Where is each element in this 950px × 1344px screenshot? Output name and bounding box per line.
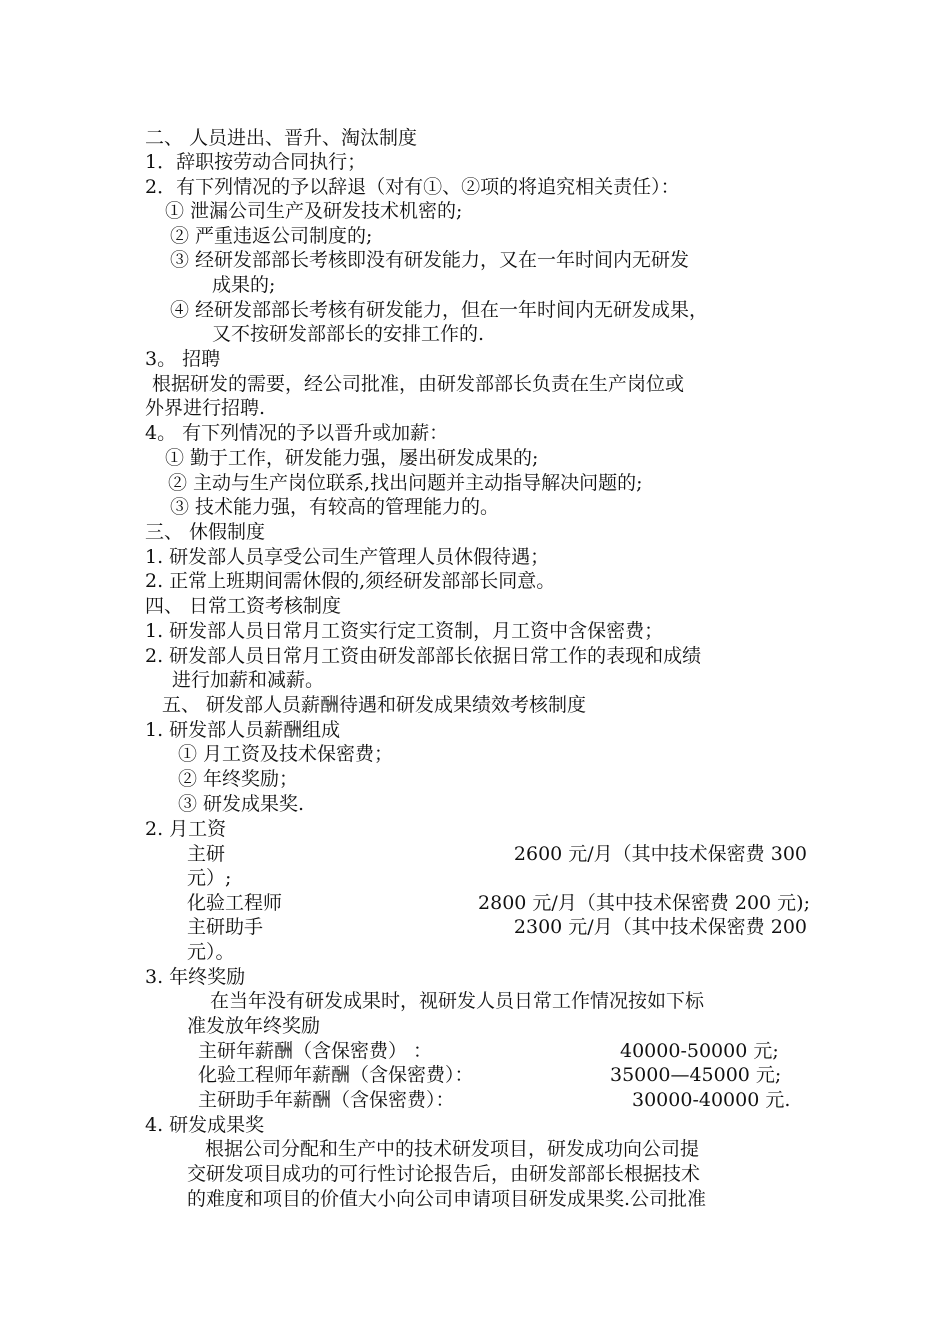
bonus-amount: 35000—45000 元; <box>610 1064 782 1086</box>
sec4-item-2-line1: 2. 研发部人员日常月工资由研发部部长依据日常工作的表现和成绩 <box>145 645 702 667</box>
sec2-item-2: 2．有下列情况的予以辞退（对有①、②项的将追究相关责任）： <box>145 176 680 198</box>
sec3-item-1: 1. 研发部人员享受公司生产管理人员休假待遇； <box>145 546 550 568</box>
section-3-heading: 三、 休假制度 <box>145 521 266 543</box>
salary-role: 化验工程师 <box>187 892 283 914</box>
sec2-sub-1: ① 泄漏公司生产及研发技术机密的; <box>165 200 463 222</box>
sec2-sub-4-line1: ④ 经研发部部长考核有研发能力，但在一年时间内无研发成果， <box>170 299 709 321</box>
sec5-item-3-para-line2: 准发放年终奖励 <box>187 1015 321 1037</box>
sec5-item-1-sub-1: ① 月工资及技术保密费； <box>178 743 394 765</box>
sec2-sub-4-line2: 又不按研发部部长的安排工作的. <box>212 323 485 345</box>
section-5-heading: 五、 研发部人员薪酬待遇和研发成果绩效考核制度 <box>162 694 587 716</box>
sec5-item-1: 1. 研发部人员薪酬组成 <box>145 719 341 741</box>
sec5-item-1-sub-2: ② 年终奖励； <box>178 768 299 790</box>
salary-amount: 2600 元/月（其中技术保密费 300 <box>513 843 807 865</box>
sec2-item-4-sub-3: ③ 技术能力强，有较高的管理能力的。 <box>170 496 500 518</box>
sec5-item-3-para-line1: 在当年没有研发成果时，视研发人员日常工作情况按如下标 <box>210 990 705 1012</box>
bonus-role: 主研助手年薪酬（含保密费）： <box>198 1089 455 1111</box>
sec2-item-3-para-line2: 外界进行招聘. <box>145 397 266 419</box>
salary-amount: 2800 元/月（其中技术保密费 200 元); <box>478 892 810 914</box>
sec2-item-3-para-line1: 根据研发的需要，经公司批准，由研发部部长负责在生产岗位或 <box>152 373 685 395</box>
sec5-item-4-para-line1: 根据公司分配和生产中的技术研发项目，研发成功向公司提 <box>205 1138 700 1160</box>
sec5-item-2: 2. 月工资 <box>145 818 227 840</box>
sec2-sub-2: ② 严重违返公司制度的; <box>170 225 373 247</box>
bonus-role: 化验工程师年薪酬（含保密费）： <box>198 1064 474 1086</box>
sec2-item-4: 4。 有下列情况的予以晋升或加薪： <box>145 422 449 444</box>
sec4-item-2-line2: 进行加薪和减薪。 <box>172 669 325 691</box>
sec2-item-4-sub-1: ① 勤于工作，研发能力强，屡出研发成果的; <box>165 447 539 469</box>
sec4-item-1: 1. 研发部人员日常月工资实行定工资制，月工资中含保密费； <box>145 620 664 642</box>
sec2-sub-3-line2: 成果的; <box>212 274 276 296</box>
sec2-sub-3-line1: ③ 经研发部部长考核即没有研发能力，又在一年时间内无研发 <box>170 249 690 271</box>
bonus-amount: 40000-50000 元; <box>620 1040 779 1062</box>
section-4-heading: 四、 日常工资考核制度 <box>145 595 342 617</box>
sec5-item-4-para-line2: 交研发项目成功的可行性讨论报告后，由研发部部长根据技术 <box>187 1163 701 1185</box>
salary-role: 主研 <box>187 843 226 865</box>
sec5-item-1-sub-3: ③ 研发成果奖. <box>178 793 305 815</box>
bonus-role: 主研年薪酬（含保密费） ： <box>198 1040 433 1062</box>
sec2-item-3: 3。 招聘 <box>145 348 221 370</box>
salary-amount-continued: 元）。 <box>187 941 235 963</box>
section-2-heading: 二、 人员进出、晋升、淘汰制度 <box>145 127 418 149</box>
salary-role: 主研助手 <box>187 916 264 938</box>
sec2-item-4-sub-2: ② 主动与生产岗位联系,找出问题并主动指导解决问题的; <box>168 472 643 494</box>
sec5-item-4-para-line3: 的难度和项目的价值大小向公司申请项目研发成果奖.公司批准 <box>187 1188 707 1210</box>
sec5-item-3: 3. 年终奖励 <box>145 966 246 988</box>
bonus-amount: 30000-40000 元. <box>632 1089 791 1111</box>
sec5-item-4: 4. 研发成果奖 <box>145 1114 265 1136</box>
sec3-item-2: 2. 正常上班期间需休假的,须经研发部部长同意。 <box>145 570 556 592</box>
sec2-item-1: 1．辞职按劳动合同执行； <box>145 151 367 173</box>
salary-amount: 2300 元/月（其中技术保密费 200 <box>513 916 807 938</box>
salary-amount-continued: 元）; <box>187 867 232 889</box>
